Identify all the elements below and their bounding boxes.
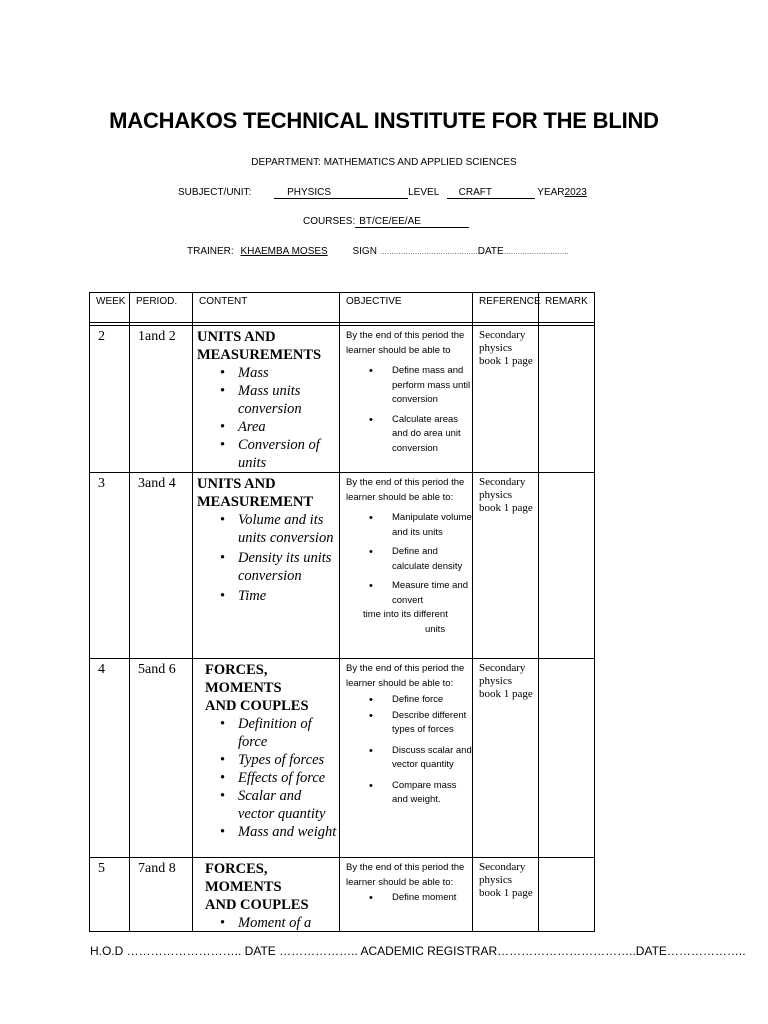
document-title: MACHAKOS TECHNICAL INSTITUTE FOR THE BLIND	[109, 108, 659, 133]
topic-item: • Area	[238, 418, 339, 436]
topic-item: • Time	[238, 587, 339, 605]
column-header: REFERENCE	[473, 293, 539, 323]
subject-line	[178, 187, 587, 199]
topic-item: • Mass and weight	[238, 823, 339, 841]
content-title: MOMENTS	[205, 680, 282, 696]
objective-cell	[340, 473, 473, 659]
column-header: CONTENT	[193, 293, 340, 323]
footer-signoff-line: H.O.D ……………………….. DATE ……………….. ACADEMIC REGISTRAR……………………………..DATE………………..	[90, 944, 746, 958]
table-row	[90, 473, 595, 659]
year-label: YEAR	[537, 187, 565, 198]
objective-item: • Calculate areas and do area unit conversion	[392, 413, 472, 457]
period-cell: 1and 2	[130, 326, 193, 473]
objective-item: • Define moment	[392, 891, 472, 906]
trainer-value: KHAEMBA MOSES	[240, 246, 328, 257]
topic-item: • Mass units conversion	[238, 382, 339, 418]
topic-item: • Conversion of units	[238, 436, 339, 472]
objective-intro: By the end of this period the learner should be able to:	[346, 663, 465, 689]
remark-cell	[539, 858, 595, 932]
reference-cell: Secondary physics book 1 page	[473, 326, 539, 473]
table-row	[90, 326, 595, 473]
objective-intro: By the end of this period the learner should be able to:	[346, 862, 465, 888]
content-cell	[193, 326, 340, 473]
table-header-row	[90, 293, 595, 323]
table-row	[90, 858, 595, 932]
topic-item: • Volume and its units conversion	[238, 511, 339, 547]
objective-list	[340, 364, 472, 456]
objective-cell	[340, 659, 473, 858]
topic-item: • Density its units conversion	[238, 549, 339, 585]
level-field: CRAFT	[447, 187, 535, 199]
topic-item: • Mass	[238, 364, 339, 382]
topic-list	[193, 364, 339, 472]
sign-field: ……………………………………	[379, 249, 478, 256]
content-cell	[193, 473, 340, 659]
column-header: PERIOD.	[130, 293, 193, 323]
year-value: 2023	[564, 187, 587, 198]
remark-cell	[539, 473, 595, 659]
content-title: UNITS AND MEASUREMENTS	[197, 329, 322, 363]
column-header: REMARK	[539, 293, 595, 323]
reference-cell: Secondary physics book 1 page	[473, 659, 539, 858]
objective-item: • Define and calculate density	[392, 545, 472, 574]
level-label: LEVEL	[408, 187, 439, 198]
subject-label: SUBJECT/UNIT:	[178, 187, 252, 198]
reference-cell: Secondary physics book 1 page	[473, 473, 539, 659]
period-cell: 3and 4	[130, 473, 193, 659]
topic-item: • Effects of force	[238, 769, 339, 787]
content-title: AND COUPLES	[205, 897, 309, 913]
content-title: UNITS AND MEASUREMENT	[197, 476, 314, 510]
topic-item: • Scalar and vector quantity	[238, 787, 339, 823]
content-title: MOMENTS	[205, 879, 282, 895]
courses-line	[303, 216, 469, 228]
content-title: FORCES,	[205, 861, 268, 877]
objective-cell	[340, 326, 473, 473]
content-title: AND COUPLES	[205, 698, 309, 714]
objective-item: • Describe different types of forces	[392, 709, 472, 738]
objective-continuation: time into its different	[363, 609, 448, 620]
subject-field: PHYSICS	[274, 187, 408, 199]
objective-list	[340, 511, 472, 608]
table-row	[90, 659, 595, 858]
week-cell: 5	[90, 858, 130, 932]
reference-cell: Secondary physics book 1 page	[473, 858, 539, 932]
week-cell: 3	[90, 473, 130, 659]
period-cell: 5and 6	[130, 659, 193, 858]
topic-list	[193, 511, 339, 605]
week-cell: 4	[90, 659, 130, 858]
period-cell: 7and 8	[130, 858, 193, 932]
remark-cell	[539, 659, 595, 858]
topic-list	[193, 914, 339, 930]
objective-item: • Manipulate volume and its units	[392, 511, 472, 540]
content-cell	[193, 858, 340, 932]
column-header: WEEK	[90, 293, 130, 323]
trainer-label: TRAINER:	[187, 246, 234, 257]
department-line: DEPARTMENT: MATHEMATICS AND APPLIED SCIENCES	[251, 157, 517, 168]
date-field: ……………………….	[503, 249, 569, 256]
trainer-line	[187, 246, 569, 257]
date-label: DATE	[477, 246, 504, 257]
objective-list	[340, 693, 472, 808]
sign-label: SIGN	[352, 246, 377, 257]
objective-item: • Measure time and convert	[392, 579, 472, 608]
scheme-of-work-table	[89, 292, 595, 932]
content-title: FORCES,	[205, 662, 268, 678]
topic-item: • Moment of a	[238, 914, 339, 930]
objective-cell	[340, 858, 473, 932]
remark-cell	[539, 326, 595, 473]
column-header: OBJECTIVE	[340, 293, 473, 323]
topic-item: • Types of forces	[238, 751, 339, 769]
objective-item: • Define force	[392, 693, 472, 708]
objective-item: • Compare mass and weight.	[392, 779, 472, 808]
topic-item: • Definition of force	[238, 715, 339, 751]
topic-list	[193, 715, 339, 841]
week-cell: 2	[90, 326, 130, 473]
content-cell	[193, 659, 340, 858]
courses-field: BT/CE/EE/AE	[355, 216, 469, 228]
objective-item: • Define mass and perform mass until conversion	[392, 364, 472, 408]
objective-list	[340, 891, 472, 906]
courses-label: COURSES:	[303, 216, 356, 227]
objective-item: • Discuss scalar and vector quantity	[392, 744, 472, 773]
objective-intro: By the end of this period the learner should be able to:	[346, 477, 465, 503]
objective-continuation: units	[425, 623, 446, 635]
objective-intro: By the end of this period the learner should be able to	[346, 330, 465, 356]
